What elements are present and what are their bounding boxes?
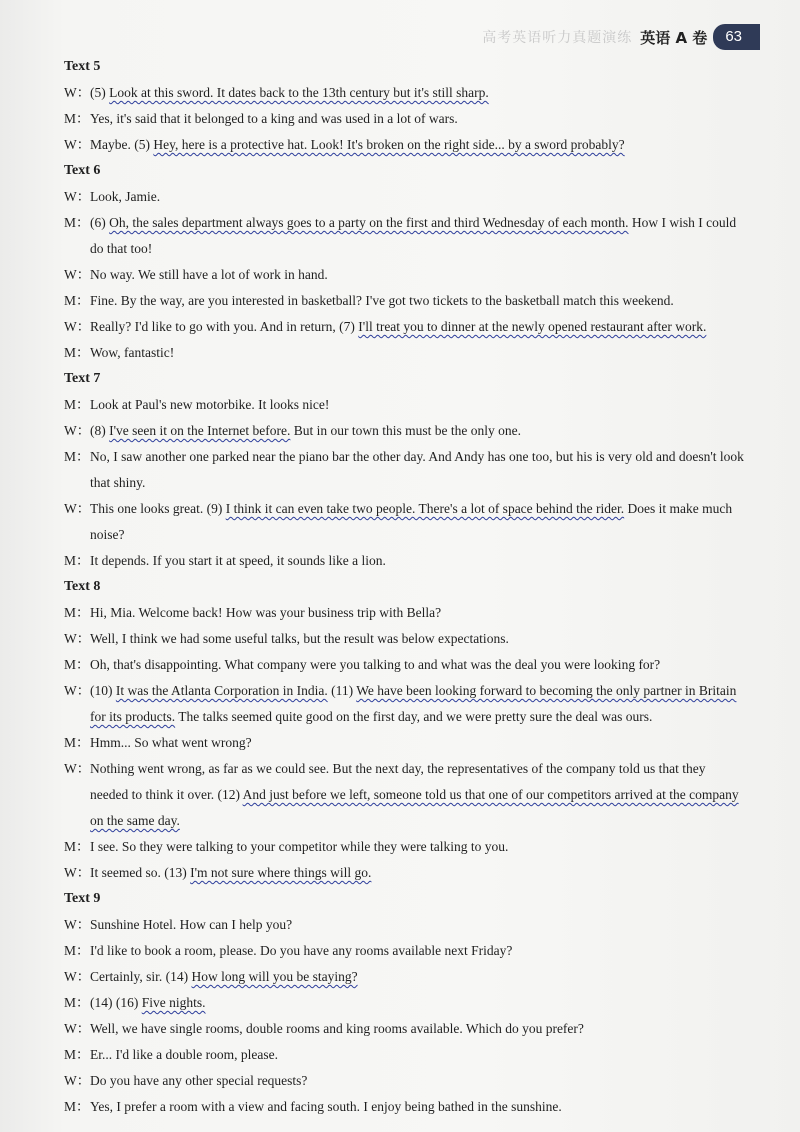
utterance	[90, 496, 744, 548]
utterance-text: Hmm... So what went wrong?	[90, 735, 252, 750]
dialogue-line	[64, 626, 744, 652]
utterance	[90, 1016, 744, 1042]
speaker-label: W：	[64, 1073, 91, 1088]
utterance	[90, 730, 744, 756]
dialogue-line	[64, 678, 744, 730]
dialogue-line	[64, 1068, 744, 1094]
utterance-text: Oh, that's disappointing. What company were you talking to and what was the deal you were looking for?	[90, 657, 661, 672]
utterance-text: Look at Paul's new motorbike. It looks nice!	[90, 397, 330, 412]
utterance-text: It depends. If you start it at speed, it sounds like a lion.	[90, 553, 386, 568]
underlined-answer-text: I'm not sure where things will go.	[190, 865, 372, 880]
utterance-text: I'd like to book a room, please. Do you have any rooms available next Friday?	[90, 943, 513, 958]
speaker-label: W：	[64, 865, 91, 880]
header-title: 英语 A 卷	[640, 28, 708, 47]
utterance-text: Does it make much noise?	[90, 501, 733, 542]
utterance-text: (8)	[90, 423, 110, 438]
dialogue-line	[64, 132, 744, 158]
utterance	[90, 600, 744, 626]
dialogue-line	[64, 860, 744, 886]
speaker-label: W：	[64, 85, 91, 100]
speaker-label: M：	[64, 111, 90, 126]
utterance-text: Well, we have single rooms, double rooms and king rooms available. Which do you prefer?	[90, 1021, 584, 1036]
speaker-label: M：	[64, 995, 90, 1010]
dialogue-line	[64, 340, 744, 366]
speaker-label: W：	[64, 917, 91, 932]
dialogue-line	[64, 210, 744, 262]
underlined-answer-text: It was the Atlanta Corporation in India.	[115, 683, 328, 698]
speaker-label: W：	[64, 267, 91, 282]
section-heading: Text 9	[64, 891, 101, 906]
underlined-answer-text: I'll treat you to dinner at the newly opened restaurant after work.	[358, 319, 707, 334]
utterance-text: This one looks great. (9)	[90, 501, 226, 516]
utterance-text: Really? I'd like to go with you. And in return, (7)	[90, 319, 359, 334]
utterance-text: Fine. By the way, are you interested in basketball? I've got two tickets to the basketball match this weekend.	[90, 293, 674, 308]
section-heading: Text 8	[64, 579, 101, 594]
dialogue-line	[64, 912, 744, 938]
utterance-text: Sunshine Hotel. How can I help you?	[90, 917, 293, 932]
utterance	[90, 626, 744, 652]
utterance	[90, 1068, 744, 1094]
speaker-label: M：	[64, 943, 90, 958]
speaker-label: W：	[64, 319, 91, 334]
dialogue-line	[64, 314, 744, 340]
speaker-label: W：	[64, 969, 91, 984]
dialogue-line	[64, 938, 744, 964]
utterance	[90, 262, 744, 288]
utterance-text: The talks seemed quite good on the first day, and we were pretty sure the deal was ours.	[175, 709, 653, 724]
utterance	[90, 80, 744, 106]
utterance	[90, 990, 744, 1016]
dialogue-line	[64, 1042, 744, 1068]
speaker-label: W：	[64, 631, 91, 646]
speaker-label: W：	[64, 137, 91, 152]
utterance-text: No, I saw another one parked near the piano bar the other day. And Andy has one too, but his is very old and doesn't look that shiny.	[90, 449, 744, 490]
utterance-text: But in our town this must be the only one.	[290, 423, 521, 438]
speaker-label: W：	[64, 189, 91, 204]
utterance-text: (10)	[90, 683, 116, 698]
utterance-text: (5)	[90, 85, 110, 100]
utterance	[90, 418, 744, 444]
utterance-text: Maybe. (5)	[90, 137, 154, 152]
utterance-text: I see. So they were talking to your competitor while they were talking to you.	[90, 839, 509, 854]
utterance	[90, 938, 744, 964]
dialogue-line	[64, 262, 744, 288]
dialogue-line	[64, 1016, 744, 1042]
dialogue-line	[64, 730, 744, 756]
underlined-answer-text: Oh, the sales department always goes to a party on the first and third Wednesday of each month.	[109, 215, 629, 230]
utterance-text: Yes, I prefer a room with a view and facing south. I enjoy being bathed in the sunshine.	[90, 1099, 562, 1114]
utterance-text: Well, I think we had some useful talks, but the result was below expectations.	[90, 631, 509, 646]
utterance-text: (11)	[327, 683, 357, 698]
dialogue-line	[64, 964, 744, 990]
speaker-label: M：	[64, 449, 90, 464]
speaker-label: M：	[64, 553, 90, 568]
underlined-answer-text: How long will you be staying?	[191, 969, 358, 984]
utterance-text: It seemed so. (13)	[90, 865, 191, 880]
speaker-label: M：	[64, 293, 90, 308]
speaker-label: W：	[64, 501, 91, 516]
utterance-text: (14) (16)	[90, 995, 142, 1010]
dialogue-line	[64, 548, 744, 574]
speaker-label: W：	[64, 683, 91, 698]
speaker-label: M：	[64, 215, 90, 230]
dialogue-line	[64, 106, 744, 132]
page-header	[482, 24, 760, 50]
dialogue-line	[64, 80, 744, 106]
utterance	[90, 288, 744, 314]
speaker-label: M：	[64, 735, 90, 750]
dialogue-line	[64, 444, 744, 496]
underlined-answer-text: I've seen it on the Internet before.	[109, 423, 291, 438]
utterance	[90, 184, 744, 210]
utterance	[90, 860, 744, 886]
speaker-label: M：	[64, 1099, 90, 1114]
utterance	[90, 652, 744, 678]
utterance	[90, 1042, 744, 1068]
dialogue-line	[64, 392, 744, 418]
utterance	[90, 132, 744, 158]
dialogue-line	[64, 756, 744, 834]
speaker-label: M：	[64, 657, 90, 672]
transcript-content	[64, 54, 744, 1120]
speaker-label: W：	[64, 423, 91, 438]
utterance-text: Hi, Mia. Welcome back! How was your business trip with Bella?	[90, 605, 442, 620]
dialogue-line	[64, 990, 744, 1016]
section-heading: Text 7	[64, 371, 101, 386]
dialogue-line	[64, 1094, 744, 1120]
underlined-answer-text: And just before we left, someone told us that one of our competitors arrived at the company on the same day.	[90, 787, 739, 828]
dialogue-line	[64, 834, 744, 860]
utterance-text: Look, Jamie.	[90, 189, 161, 204]
utterance	[90, 678, 744, 730]
utterance-text: (6)	[90, 215, 110, 230]
utterance	[90, 392, 744, 418]
speaker-label: W：	[64, 761, 91, 776]
speaker-label: M：	[64, 839, 90, 854]
underlined-answer-text: Look at this sword. It dates back to the 13th century but it's still sharp.	[109, 85, 489, 100]
dialogue-line	[64, 652, 744, 678]
speaker-label: M：	[64, 605, 90, 620]
underlined-answer-text: Five nights.	[141, 995, 206, 1010]
dialogue-line	[64, 496, 744, 548]
speaker-label: M：	[64, 345, 90, 360]
utterance-text: Er... I'd like a double room, please.	[90, 1047, 279, 1062]
speaker-label: W：	[64, 1021, 91, 1036]
utterance-text: No way. We still have a lot of work in hand.	[90, 267, 328, 282]
header-faded-text: 高考英语听力真题演练	[482, 30, 633, 46]
utterance	[90, 340, 744, 366]
dialogue-line	[64, 184, 744, 210]
utterance	[90, 756, 744, 834]
utterance	[90, 444, 744, 496]
speaker-label: M：	[64, 1047, 90, 1062]
utterance	[90, 106, 744, 132]
underlined-answer-text: I think it can even take two people. There's a lot of space behind the rider.	[225, 501, 625, 516]
utterance-text: How I wish I could do that too!	[90, 215, 737, 256]
utterance	[90, 314, 744, 340]
utterance	[90, 210, 744, 262]
speaker-label: M：	[64, 397, 90, 412]
utterance	[90, 1094, 744, 1120]
page-number-badge: 63	[713, 24, 760, 50]
dialogue-line	[64, 600, 744, 626]
utterance-text: Certainly, sir. (14)	[90, 969, 192, 984]
underlined-answer-text: Hey, here is a protective hat. Look! It's broken on the right side... by a sword probably?	[153, 137, 625, 152]
utterance	[90, 548, 744, 574]
utterance	[90, 964, 744, 990]
utterance-text: Yes, it's said that it belonged to a king and was used in a lot of wars.	[90, 111, 458, 126]
utterance-text: Nothing went wrong, as far as we could see. But the next day, the representatives of the company told us that they needed to think it over. (12)	[90, 761, 706, 802]
section-heading: Text 6	[64, 163, 101, 178]
section-heading: Text 5	[64, 59, 101, 74]
utterance-text: Wow, fantastic!	[90, 345, 175, 360]
utterance-text: Do you have any other special requests?	[90, 1073, 308, 1088]
dialogue-line	[64, 288, 744, 314]
utterance	[90, 834, 744, 860]
dialogue-line	[64, 418, 744, 444]
utterance	[90, 912, 744, 938]
underlined-answer-text: We have been looking forward to becoming the only partner in Britain for its products.	[90, 683, 737, 724]
